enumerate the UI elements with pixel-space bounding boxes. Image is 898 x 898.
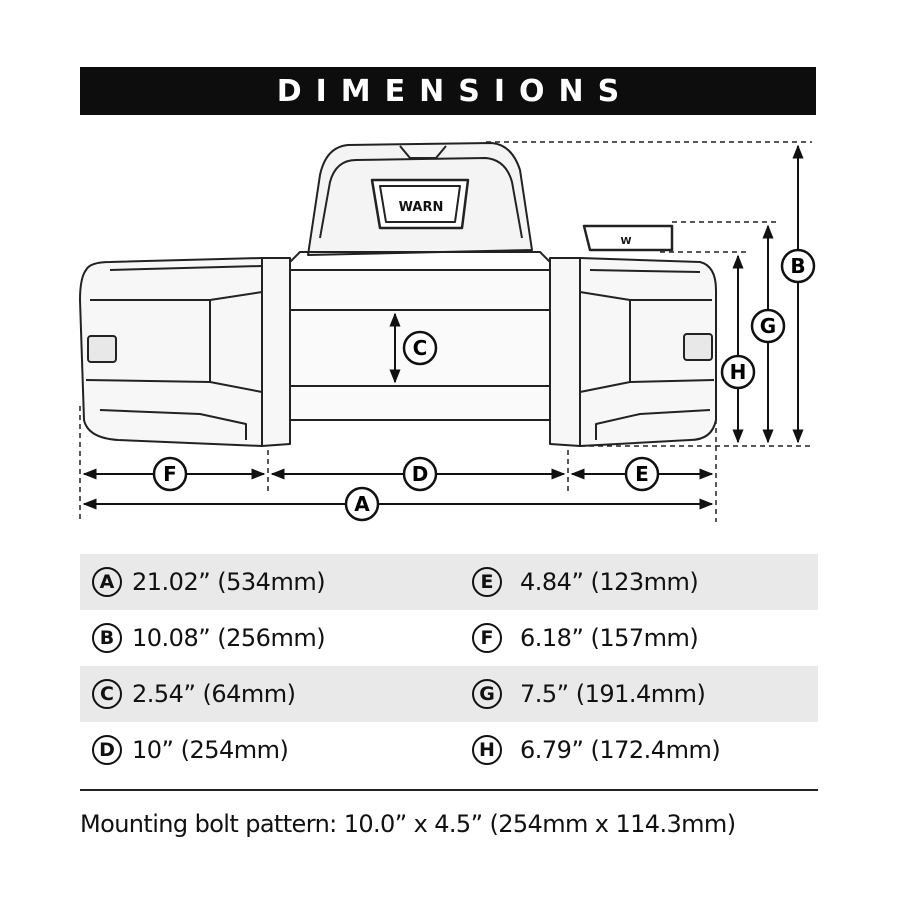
dim-label-b [782,250,814,282]
dim-label-a [346,488,378,520]
svg-text:A: A [354,492,370,516]
svg-text:F: F [163,462,177,486]
mounting-bolt-pattern: Mounting bolt pattern: 10.0” x 4.5” (254mm x 114.3mm) [80,810,736,838]
warn-logo-text: WARN [398,200,444,215]
spec-letter-badge: A [92,567,122,597]
dim-label-d [404,458,436,490]
winch-illustration [80,143,716,446]
spec-row [80,666,818,722]
spec-letter-badge: C [92,679,122,709]
right-handle [684,334,712,360]
spec-d [80,735,472,765]
svg-text:C: C [412,336,428,360]
spec-value: 21.02” (534mm) [132,568,326,596]
spec-letter-badge: H [472,735,502,765]
spec-letter-badge: G [472,679,502,709]
spec-table [80,554,818,778]
spec-value: 4.84” (123mm) [520,568,699,596]
spec-value: 6.79” (172.4mm) [520,736,721,764]
spec-row [80,722,818,778]
spec-b [80,623,472,653]
spec-value: 6.18” (157mm) [520,624,699,652]
spec-value: 10” (254mm) [132,736,289,764]
spec-letter-badge: F [472,623,502,653]
svg-text:W: W [620,236,632,247]
dim-label-c [404,332,436,364]
spec-g [472,679,818,709]
spec-value: 7.5” (191.4mm) [520,680,706,708]
spec-h [472,735,818,765]
spec-row [80,610,818,666]
page-title: DIMENSIONS [276,73,634,109]
dim-label-g [752,310,784,342]
spec-value: 2.54” (64mm) [132,680,296,708]
spec-c [80,679,472,709]
spec-e [472,567,818,597]
divider [80,789,818,791]
spec-a [80,567,472,597]
spec-value: 10.08” (256mm) [132,624,326,652]
left-handle [88,336,116,362]
dim-label-h [722,356,754,388]
spec-letter-badge: B [92,623,122,653]
svg-text:G: G [759,314,777,338]
dim-label-e [626,458,658,490]
svg-text:D: D [411,462,429,486]
spec-f [472,623,818,653]
svg-text:H: H [729,360,747,384]
dim-label-f [154,458,186,490]
spec-letter-badge: E [472,567,502,597]
svg-text:B: B [790,254,806,278]
spec-letter-badge: D [92,735,122,765]
svg-text:E: E [635,462,649,486]
spec-row [80,554,818,610]
